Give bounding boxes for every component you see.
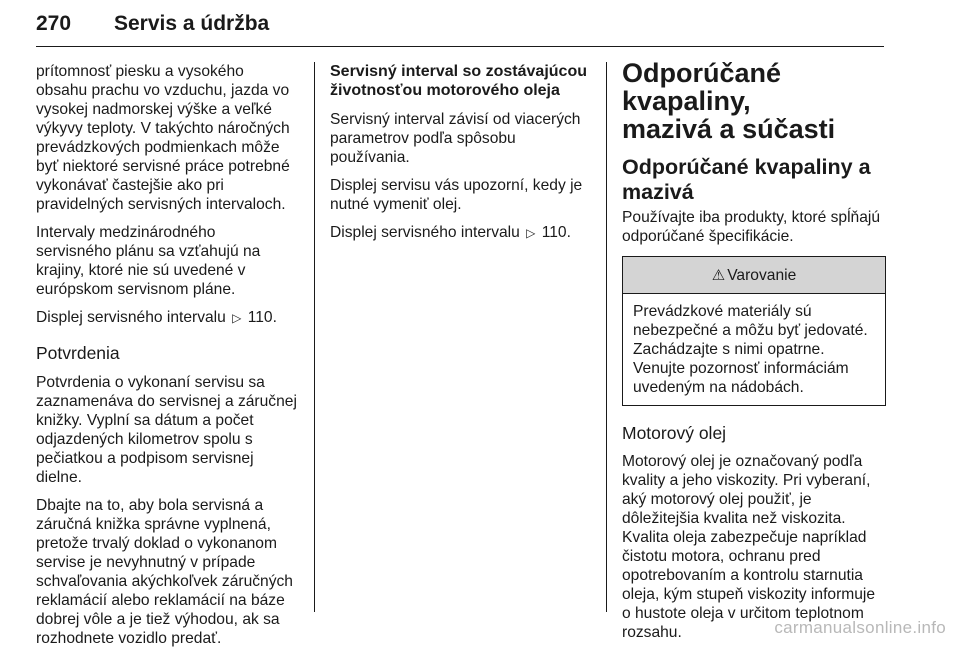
section-heading: Motorový olej bbox=[622, 423, 727, 443]
section-heading: Potvrdenia bbox=[36, 343, 120, 363]
cross-reference-text: Displej servisného intervalu bbox=[36, 309, 226, 326]
paragraph: Intervaly medzinárodného servisného plánu sa vzťahujú na krajiny, ktoré nie sú uvedené v európskom servisnom pláne. bbox=[36, 224, 261, 298]
paragraph: prítomnosť piesku a vysokého obsahu prachu vo vzduchu, jazda vo vysokej nadmorskej výške a veľké výkyvy teploty. V takýchto náročných prevádzkových podmienkach môže byť niektoré servisné práce potrebné vykonávať častejšie ako pri pravidelných servisných intervaloch. bbox=[36, 63, 290, 213]
page-number: 270 bbox=[36, 12, 72, 35]
section-title: Servis a údržba bbox=[114, 12, 270, 35]
warning-title: Varovanie bbox=[727, 266, 797, 284]
watermark: carmanualsonline.info bbox=[774, 618, 946, 637]
cross-reference[interactable] bbox=[36, 308, 302, 328]
cross-reference-text: Displej servisného intervalu bbox=[330, 224, 520, 241]
warning-box bbox=[622, 256, 886, 406]
page-reference-number: 110. bbox=[247, 309, 277, 326]
column-left bbox=[36, 62, 302, 657]
warning-text: Prevádzkové materiály sú nebezpečné a môžu byť jedovaté. Zachádzajte s nimi opatrne. Venujte pozornosť informáciám uvedeným na nádobách. bbox=[633, 303, 868, 396]
warning-body bbox=[623, 294, 885, 405]
paragraph: Displej servisu vás upozorní, kedy je nutné vymeniť olej. bbox=[330, 177, 583, 213]
paragraph: Potvrdenia o vykonaní servisu sa zaznamenáva do servisnej a záručnej knižky. Vyplní sa dátum a počet odjazdených kilometrov spolu s pečiatkou a podpisom servisnej dielne. bbox=[36, 374, 297, 486]
header-divider bbox=[36, 46, 884, 47]
page-header bbox=[36, 8, 884, 48]
cross-reference[interactable] bbox=[330, 223, 596, 243]
column-divider-1 bbox=[314, 62, 315, 612]
column-divider-2 bbox=[606, 62, 607, 612]
page-reference-number: 110. bbox=[541, 224, 571, 241]
paragraph: Používajte iba produkty, ktoré spĺňajú odporúčané špecifikácie. bbox=[622, 209, 881, 245]
chapter-title: Odporúčané kvapaliny, mazivá a súčasti bbox=[622, 58, 836, 144]
paragraph: Dbajte na to, aby bola servisná a záručná knižka správne vyplnená, pretože trvalý doklad o vykonanom servise je nevyhnutný v prípade schvaľovania akýchkoľvek záručných reklamácií alebo reklamácií na báze dobrej vôle a je tiež výhodou, ak sa rozhodnete vozidlo predať. bbox=[36, 497, 293, 647]
page-reference-arrow-icon: ▷ bbox=[232, 311, 242, 325]
section-heading: Servisný interval so zostávajúcou životnosťou motorového oleja bbox=[330, 63, 587, 99]
column-right bbox=[622, 58, 886, 651]
section-heading: Odporúčané kvapaliny a mazivá bbox=[622, 155, 871, 204]
paragraph: Motorový olej je označovaný podľa kvality a jeho viskozity. Pri vyberaní, aký motorový olej použiť, je dôležitejšia kvalita než viskozita. Kvalita oleja zabezpečuje napríklad čistotu motora, ochranu pred opotrebovaním a kontrolu starnutia oleja, kým stupeň viskozity informuje o hustote oleja v určitom teplotnom rozsahu. bbox=[622, 453, 876, 641]
page-reference-arrow-icon: ▷ bbox=[526, 226, 536, 240]
warning-header bbox=[623, 257, 885, 294]
warning-triangle-icon: ⚠ bbox=[711, 266, 726, 284]
column-middle bbox=[330, 62, 596, 252]
paragraph: Servisný interval závisí od viacerých parametrov podľa spôsobu používania. bbox=[330, 111, 581, 166]
